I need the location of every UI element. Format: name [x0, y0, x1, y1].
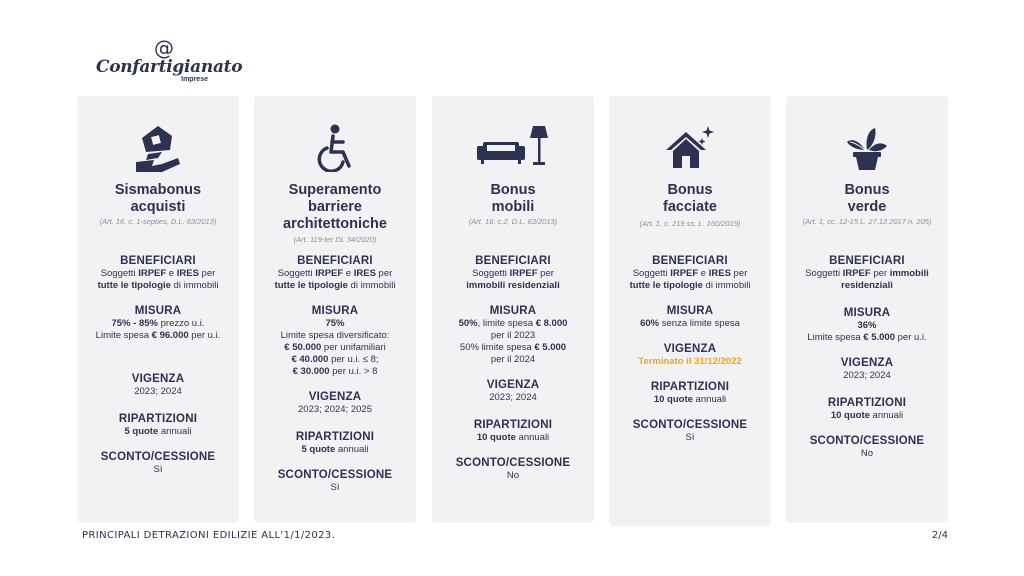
card-bonus-verde	[786, 96, 948, 523]
card-sismabonus	[77, 96, 239, 523]
section-misura: MISURA 75% - 85% prezzo u.i. Limite spesa € 96.000 per u.i.	[95, 305, 221, 341]
card-bonus-facciate	[609, 96, 771, 526]
logo-brand: Confartigianato	[96, 57, 243, 77]
logo-at-symbol: @	[154, 36, 174, 60]
section-misura: MISURA 75% Limite spesa diversificato: € 50.000 per unifamiliari € 40.000 per u.i. ≤ 8; € 30.000 per u.i. > 8	[280, 305, 390, 377]
section-ripartizioni: RIPARTIZIONI 10 quote annuali	[827, 397, 907, 421]
card-superamento-barriere	[254, 96, 416, 523]
card-title: Bonus mobili	[490, 182, 536, 215]
collapsing-house-icon	[77, 124, 239, 172]
section-sconto-cessione: SCONTO/CESSIONE No	[809, 435, 925, 459]
section-misura: MISURA 36% Limite spesa € 5.000 per u.i.	[807, 307, 927, 343]
card-bonus-mobili	[432, 96, 594, 523]
section-ripartizioni: RIPARTIZIONI 10 quote annuali	[473, 419, 553, 443]
section-sconto-cessione: SCONTO/CESSIONE Sì	[100, 451, 216, 475]
card-reference: (Art. 16, c. 1-septies, D.L. 63/2013)	[99, 217, 217, 226]
section-vigenza: VIGENZA 2023; 2024	[486, 379, 540, 403]
section-ripartizioni: RIPARTIZIONI 5 quote annuali	[118, 413, 198, 437]
card-title: Sismabonus acquisti	[114, 182, 202, 215]
page-number: 2/4	[931, 530, 948, 541]
section-beneficiari: BENEFICIARI Soggetti IRPEF e IRES per tutte le tipologie di immobili	[629, 255, 751, 291]
card-reference: (Art. 1, c. 219 ss, L. 160/2019)	[639, 219, 741, 228]
card-title: Bonus facciate	[662, 182, 717, 215]
potted-plant-icon	[786, 124, 948, 172]
house-sparkle-icon	[609, 124, 771, 172]
section-sconto-cessione: SCONTO/CESSIONE Sì	[632, 419, 748, 443]
section-vigenza: VIGENZA 2023; 2024	[840, 357, 894, 381]
section-vigenza: VIGENZA Terminato il 31/12/2022	[638, 343, 742, 367]
logo	[96, 36, 243, 90]
section-misura: MISURA 60% senza limite spesa	[640, 305, 740, 329]
card-reference: (Art. 16, c.2, D.L. 63/2013)	[468, 217, 558, 226]
section-beneficiari: BENEFICIARI Soggetti IRPEF e IRES per tutte le tipologie di immobili	[97, 255, 219, 291]
sofa-lamp-icon	[432, 124, 594, 172]
section-ripartizioni: RIPARTIZIONI 5 quote annuali	[295, 431, 375, 455]
footer-caption: PRINCIPALI DETRAZIONI EDILIZIE ALL'1/1/2023.	[82, 530, 336, 541]
section-sconto-cessione: SCONTO/CESSIONE Sì	[277, 469, 393, 493]
card-title: Superamento barriere architettoniche	[283, 182, 387, 232]
section-beneficiari: BENEFICIARI Soggetti IRPEF per immobili residenziali	[466, 255, 560, 291]
logo-subtitle: Imprese	[181, 76, 208, 83]
card-reference: (Art. 1, cc. 12-15 L. 27.12.2017 n. 205)	[802, 217, 932, 226]
section-misura: MISURA 50%, limite spesa € 8.000 per il 2023 50% limite spesa € 5.000 per il 2024	[458, 305, 568, 365]
wheelchair-icon	[254, 124, 416, 172]
card-reference: (Art. 119-ter DL 34/2020)	[293, 235, 377, 244]
card-title: Bonus verde	[844, 182, 890, 215]
section-vigenza: VIGENZA 2023; 2024	[131, 373, 185, 397]
section-ripartizioni: RIPARTIZIONI 10 quote annuali	[650, 381, 730, 405]
section-vigenza: VIGENZA 2023; 2024; 2025	[298, 391, 372, 415]
section-beneficiari: BENEFICIARI Soggetti IRPEF per immobili residenziali	[805, 255, 929, 291]
section-beneficiari: BENEFICIARI Soggetti IRPEF e IRES per tutte le tipologie di immobili	[274, 255, 396, 291]
section-sconto-cessione: SCONTO/CESSIONE No	[455, 457, 571, 481]
